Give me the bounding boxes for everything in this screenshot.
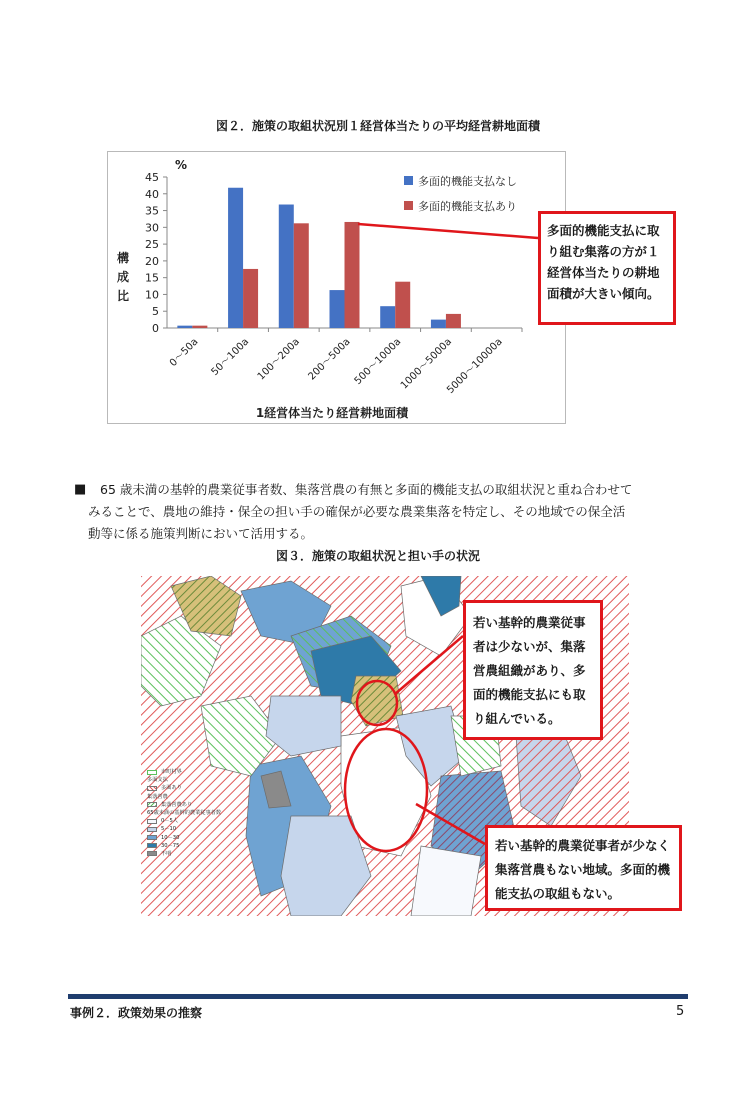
y-tick-label: 5	[152, 305, 159, 319]
legend-shuraku-header: 集落営農	[147, 793, 168, 800]
bar-ari	[294, 223, 309, 328]
legend-tamen-yes: 多面あり	[161, 785, 182, 792]
paragraph-line-1: 65 歳未満の基幹的農業従事者数、集落営農の有無と多面的機能支払の取組状況と重ね合わせて	[100, 482, 633, 497]
footer-bar	[68, 994, 688, 999]
legend-swatch-boundary	[147, 770, 157, 775]
x-tick-label: 50～100a	[209, 336, 252, 379]
y-tick-label: 0	[152, 322, 159, 335]
bar-ari	[192, 326, 207, 328]
bar-ari	[243, 269, 258, 328]
y-tick-label: 40	[145, 187, 159, 201]
y-tick-label: 15	[145, 271, 159, 285]
bar-nashi	[177, 326, 192, 328]
legend-tamen-header: 多面支払	[147, 777, 168, 784]
legend-class5: 不明	[161, 850, 172, 857]
y-tick-label: 20	[145, 254, 159, 268]
footer-section-title: 事例２．政策効果の推察	[70, 1006, 203, 1020]
map-callout-bottom: 若い基幹的農業従事者が少なく集落営農もない地域。多面的機能支払の取組もない。	[485, 825, 682, 911]
bar-ari	[345, 222, 360, 328]
paragraph-line-3: 動等に係る施策判断において活用する。	[88, 526, 314, 541]
legend-swatch	[404, 201, 413, 210]
y-tick-label: 10	[145, 288, 159, 302]
chart-callout: 多面的機能支払に取り組む集落の方が１経営体当たりの耕地面積が大きい傾向。	[538, 211, 676, 325]
x-tick-label: 200～500a	[306, 336, 353, 383]
legend-swatch-class1	[147, 819, 157, 824]
bar-nashi	[330, 290, 345, 328]
body-paragraph	[74, 479, 694, 545]
y-axis-title-char: 構	[116, 251, 130, 265]
y-tick-label: 30	[145, 221, 159, 235]
y-axis-title-char: 成	[116, 270, 130, 284]
legend-label: 多面的機能支払なし	[418, 175, 517, 188]
bar-nashi	[431, 320, 446, 328]
legend-swatch-class4	[147, 843, 157, 848]
y-tick-label: 35	[145, 204, 159, 218]
legend-class4: 30－75	[161, 842, 180, 849]
y-tick-label: 25	[145, 238, 159, 252]
figure3-title: 図３．施策の取組状況と担い手の状況	[275, 549, 480, 563]
legend-boundary: 市町村界	[161, 769, 182, 775]
legend-workers-header: 65歳未満の基幹的農業従事者数	[147, 809, 222, 816]
x-tick-label: 100～200a	[255, 336, 302, 383]
legend-class3: 10－30	[161, 834, 180, 841]
page-number: 5	[676, 1004, 685, 1019]
x-tick-label: 500～1000a	[352, 336, 404, 388]
y-tick-label: 45	[145, 171, 159, 184]
bar-ari	[395, 282, 410, 328]
region	[411, 846, 481, 916]
bullet-square: ■	[74, 482, 87, 497]
legend-swatch-class2	[147, 827, 157, 832]
legend-class1: 0－5人	[161, 818, 178, 825]
map-legend	[147, 768, 267, 858]
y-axis-title-char: 比	[116, 289, 130, 303]
legend-swatch-class3	[147, 835, 157, 840]
y-unit-label: %	[175, 158, 188, 172]
bar-nashi	[380, 306, 395, 328]
x-tick-label: 1000～5000a	[398, 336, 455, 392]
legend-label: 多面的機能支払あり	[418, 200, 517, 213]
chart-callout-connector	[358, 224, 538, 238]
x-axis-title: 1経営体当たり経営耕地面積	[255, 406, 409, 420]
bar-chart	[107, 151, 566, 424]
legend-class2: 5－10	[161, 826, 177, 833]
legend-swatch-class5	[147, 851, 157, 856]
map-callout-top: 若い基幹的農業従事者は少ないが、集落営農組織があり、多面的機能支払にも取り組んでいる。	[463, 600, 603, 740]
legend-swatch	[404, 176, 413, 185]
bar-ari	[446, 314, 461, 328]
bar-nashi	[279, 205, 294, 328]
legend-swatch-tamen	[147, 786, 157, 791]
x-tick-label: 0～50a	[167, 336, 201, 370]
bar-nashi	[228, 188, 243, 328]
legend-swatch-shuraku	[147, 802, 157, 807]
paragraph-line-2: みることで、農地の維持・保全の担い手の確保が必要な農業集落を特定し、その地域での保全活	[88, 504, 626, 519]
x-tick-label: 5000～10000a	[445, 336, 505, 397]
figure2-title: 図２．施策の取組状況別１経営体当たりの平均経営耕地面積	[215, 119, 540, 133]
legend-shuraku-yes: 集落営農あり	[161, 801, 193, 808]
